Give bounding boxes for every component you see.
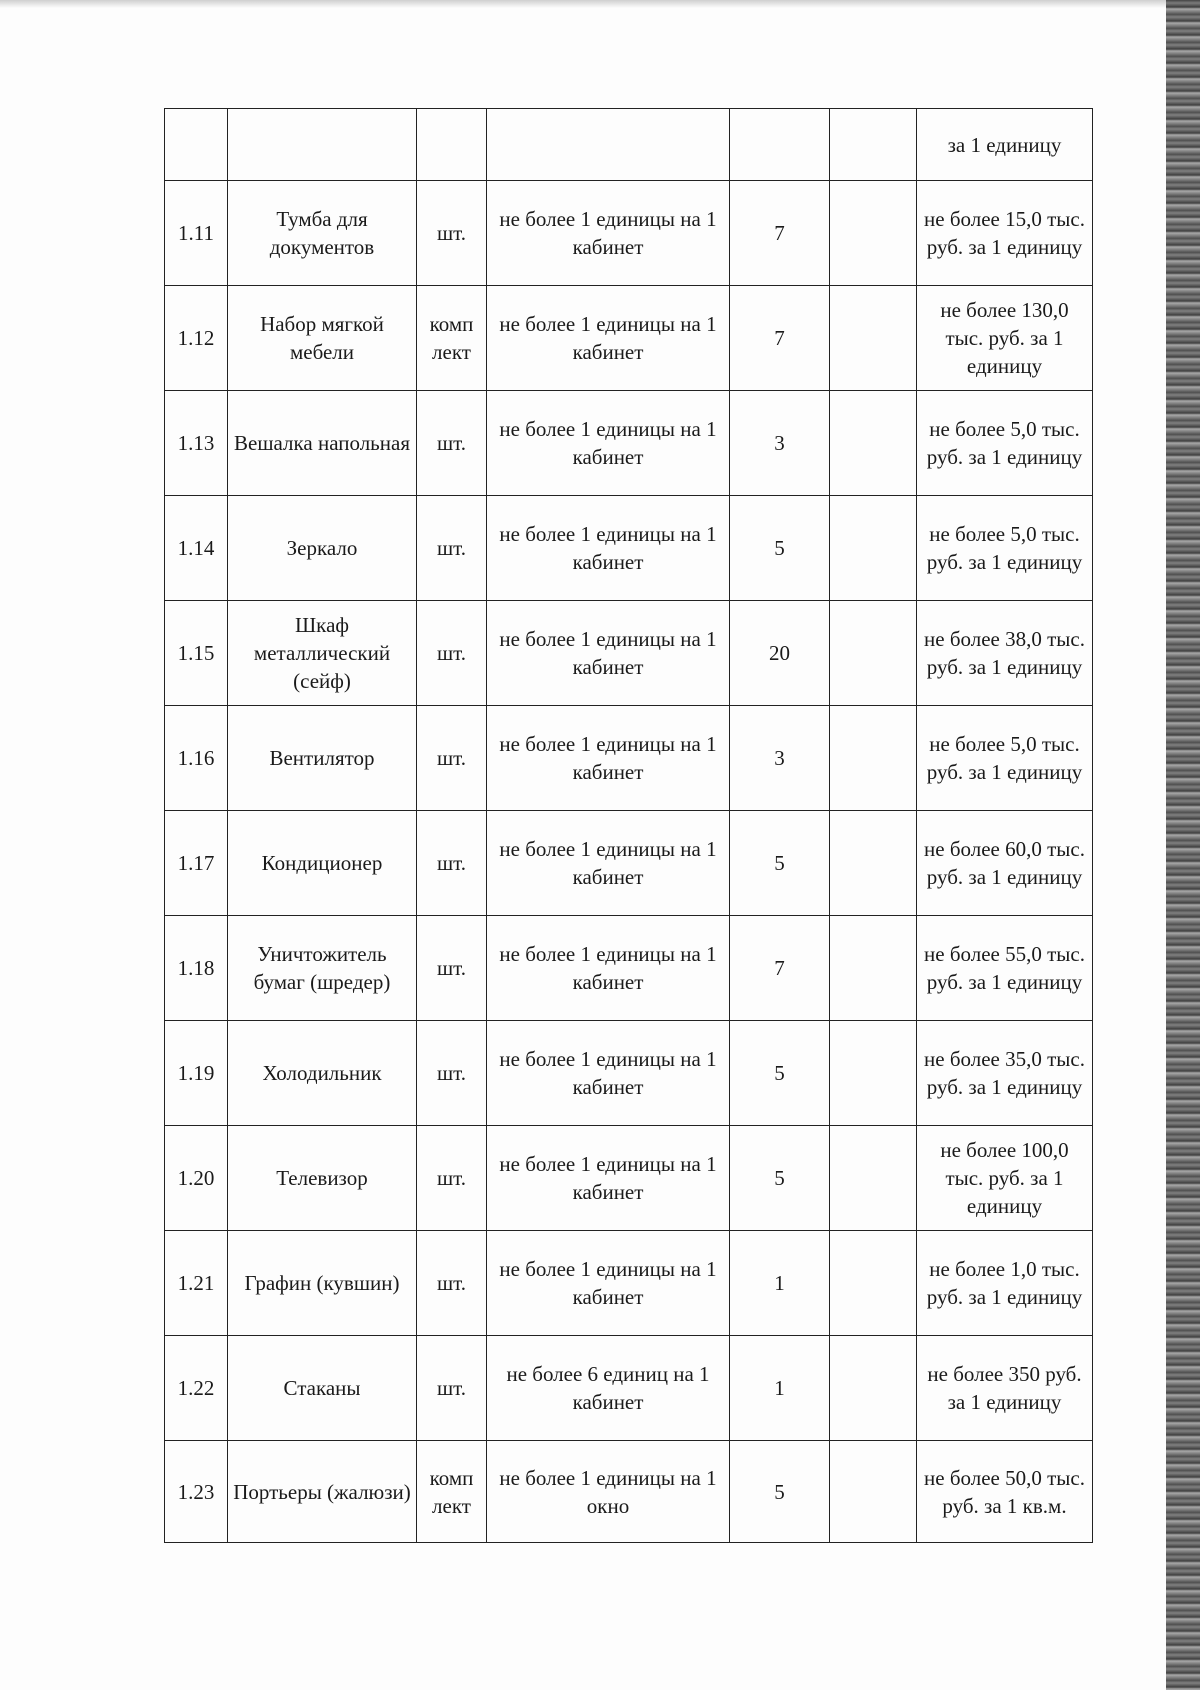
- cell-norm: не более 1 единицы на 1 кабинет: [487, 811, 730, 916]
- cell-extra: [830, 1021, 917, 1126]
- cell-norm: не более 1 единицы на 1 кабинет: [487, 601, 730, 706]
- table-row: [165, 916, 1093, 1021]
- cell-norm: не более 1 единицы на 1 кабинет: [487, 1126, 730, 1231]
- cell-number: [165, 109, 228, 181]
- cell-term: 3: [730, 706, 830, 811]
- cell-name: Зеркало: [228, 496, 417, 601]
- cell-extra: [830, 811, 917, 916]
- furniture-norms-table: [164, 108, 1093, 1543]
- cell-term: 3: [730, 391, 830, 496]
- cell-term: 1: [730, 1336, 830, 1441]
- cell-norm: не более 1 единицы на 1 кабинет: [487, 916, 730, 1021]
- scan-edge-top: [0, 0, 1200, 8]
- cell-unit: шт.: [417, 1126, 487, 1231]
- cell-extra: [830, 706, 917, 811]
- cell-name: Уничтожитель бумаг (шредер): [228, 916, 417, 1021]
- cell-term: 5: [730, 1441, 830, 1543]
- cell-number: 1.18: [165, 916, 228, 1021]
- cell-number: 1.11: [165, 181, 228, 286]
- cell-term: 7: [730, 916, 830, 1021]
- table-row: [165, 601, 1093, 706]
- cell-number: 1.19: [165, 1021, 228, 1126]
- cell-extra: [830, 286, 917, 391]
- cell-term: 5: [730, 1126, 830, 1231]
- cell-unit: шт.: [417, 706, 487, 811]
- cell-unit: шт.: [417, 181, 487, 286]
- table-row: [165, 181, 1093, 286]
- table-row: [165, 391, 1093, 496]
- table-row: [165, 706, 1093, 811]
- cell-term: 20: [730, 601, 830, 706]
- cell-norm: не более 1 единицы на 1 кабинет: [487, 286, 730, 391]
- cell-price: не более 5,0 тыс. руб. за 1 единицу: [917, 496, 1093, 601]
- cell-unit: шт.: [417, 1021, 487, 1126]
- cell-extra: [830, 1231, 917, 1336]
- cell-unit: шт.: [417, 1336, 487, 1441]
- cell-unit: шт.: [417, 601, 487, 706]
- cell-price: не более 350 руб. за 1 единицу: [917, 1336, 1093, 1441]
- cell-price: не более 5,0 тыс. руб. за 1 единицу: [917, 706, 1093, 811]
- cell-unit: шт.: [417, 1231, 487, 1336]
- cell-norm: не более 1 единицы на 1 окно: [487, 1441, 730, 1543]
- cell-unit: шт.: [417, 916, 487, 1021]
- cell-extra: [830, 1441, 917, 1543]
- cell-term: 5: [730, 1021, 830, 1126]
- table-row-continuation: [165, 109, 1093, 181]
- table-row: [165, 1126, 1093, 1231]
- table-row: [165, 496, 1093, 601]
- table-body: [165, 109, 1093, 1543]
- cell-number: 1.14: [165, 496, 228, 601]
- cell-number: 1.22: [165, 1336, 228, 1441]
- cell-price: за 1 единицу: [917, 109, 1093, 181]
- cell-name: Вентилятор: [228, 706, 417, 811]
- cell-norm: не более 1 единицы на 1 кабинет: [487, 1231, 730, 1336]
- cell-price: не более 35,0 тыс. руб. за 1 единицу: [917, 1021, 1093, 1126]
- cell-term: 5: [730, 496, 830, 601]
- cell-number: 1.21: [165, 1231, 228, 1336]
- table-row: [165, 1441, 1093, 1543]
- cell-norm: [487, 109, 730, 181]
- cell-number: 1.13: [165, 391, 228, 496]
- scan-edge-right: [1166, 0, 1200, 1690]
- cell-price: не более 130,0 тыс. руб. за 1 единицу: [917, 286, 1093, 391]
- cell-name: Кондиционер: [228, 811, 417, 916]
- cell-price: не более 38,0 тыс. руб. за 1 единицу: [917, 601, 1093, 706]
- cell-unit: [417, 109, 487, 181]
- cell-name: [228, 109, 417, 181]
- cell-unit: комп лект: [417, 1441, 487, 1543]
- table-row: [165, 811, 1093, 916]
- cell-unit: шт.: [417, 391, 487, 496]
- table-row: [165, 286, 1093, 391]
- cell-name: Портьеры (жалюзи): [228, 1441, 417, 1543]
- cell-price: не более 100,0 тыс. руб. за 1 единицу: [917, 1126, 1093, 1231]
- cell-norm: не более 1 единицы на 1 кабинет: [487, 181, 730, 286]
- cell-norm: не более 1 единицы на 1 кабинет: [487, 706, 730, 811]
- cell-extra: [830, 181, 917, 286]
- cell-number: 1.20: [165, 1126, 228, 1231]
- cell-extra: [830, 601, 917, 706]
- cell-unit: шт.: [417, 811, 487, 916]
- cell-price: не более 55,0 тыс. руб. за 1 единицу: [917, 916, 1093, 1021]
- cell-term: 7: [730, 181, 830, 286]
- cell-term: 5: [730, 811, 830, 916]
- cell-price: не более 1,0 тыс. руб. за 1 единицу: [917, 1231, 1093, 1336]
- cell-term: 7: [730, 286, 830, 391]
- cell-term: [730, 109, 830, 181]
- cell-extra: [830, 496, 917, 601]
- cell-price: не более 15,0 тыс. руб. за 1 единицу: [917, 181, 1093, 286]
- cell-norm: не более 6 единиц на 1 кабинет: [487, 1336, 730, 1441]
- cell-extra: [830, 109, 917, 181]
- cell-name: Набор мягкой мебели: [228, 286, 417, 391]
- cell-number: 1.15: [165, 601, 228, 706]
- cell-price: не более 50,0 тыс. руб. за 1 кв.м.: [917, 1441, 1093, 1543]
- cell-name: Тумба для документов: [228, 181, 417, 286]
- cell-extra: [830, 391, 917, 496]
- cell-unit: комп лект: [417, 286, 487, 391]
- cell-norm: не более 1 единицы на 1 кабинет: [487, 1021, 730, 1126]
- cell-number: 1.12: [165, 286, 228, 391]
- cell-norm: не более 1 единицы на 1 кабинет: [487, 391, 730, 496]
- cell-name: Холодильник: [228, 1021, 417, 1126]
- cell-extra: [830, 916, 917, 1021]
- cell-term: 1: [730, 1231, 830, 1336]
- cell-extra: [830, 1126, 917, 1231]
- cell-unit: шт.: [417, 496, 487, 601]
- table-row: [165, 1231, 1093, 1336]
- table-row: [165, 1336, 1093, 1441]
- cell-name: Стаканы: [228, 1336, 417, 1441]
- cell-number: 1.23: [165, 1441, 228, 1543]
- cell-norm: не более 1 единицы на 1 кабинет: [487, 496, 730, 601]
- cell-price: не более 60,0 тыс. руб. за 1 единицу: [917, 811, 1093, 916]
- cell-name: Вешалка напольная: [228, 391, 417, 496]
- cell-number: 1.17: [165, 811, 228, 916]
- cell-name: Графин (кувшин): [228, 1231, 417, 1336]
- cell-name: Телевизор: [228, 1126, 417, 1231]
- cell-number: 1.16: [165, 706, 228, 811]
- cell-name: Шкаф металлический (сейф): [228, 601, 417, 706]
- cell-extra: [830, 1336, 917, 1441]
- cell-price: не более 5,0 тыс. руб. за 1 единицу: [917, 391, 1093, 496]
- table-row: [165, 1021, 1093, 1126]
